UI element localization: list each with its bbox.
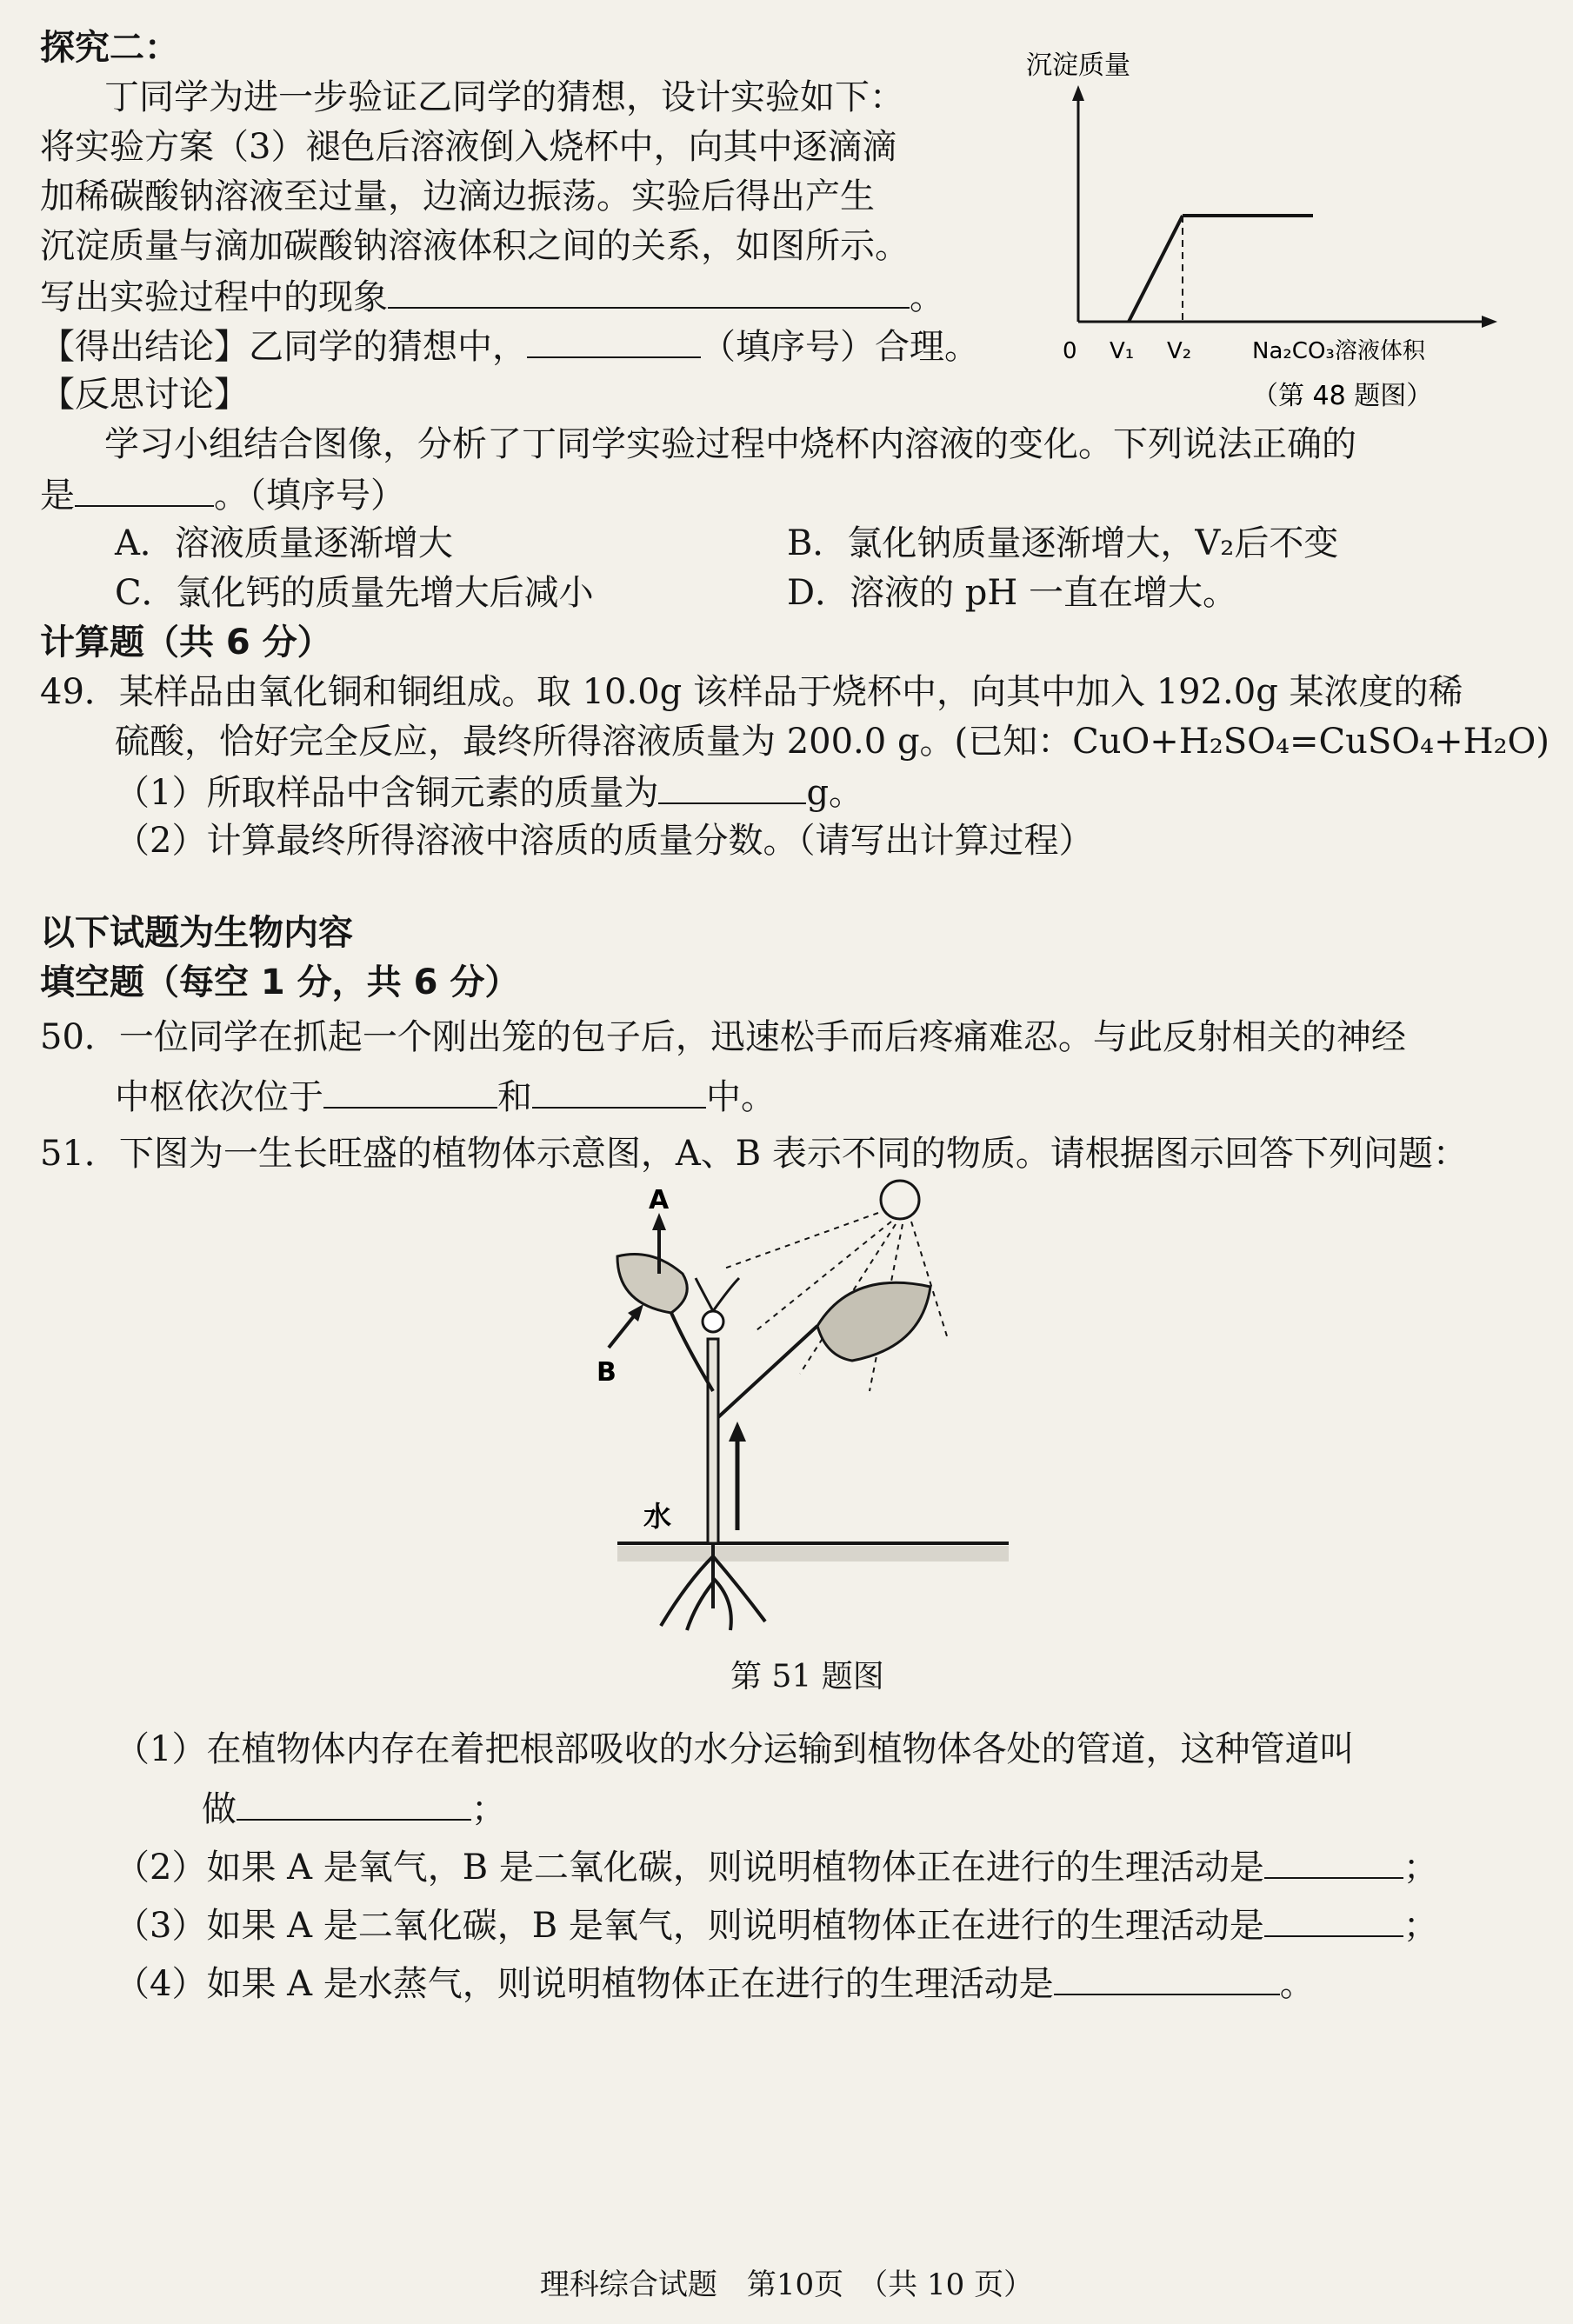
sun-icon bbox=[881, 1181, 919, 1219]
graph48-v1: V₁ bbox=[1110, 338, 1135, 364]
reflection-suffix: 。（填序号） bbox=[214, 476, 405, 516]
graph48-x-arrow bbox=[1482, 316, 1497, 328]
figure-48-graph bbox=[1017, 35, 1556, 417]
explore2-line-2: 将实验方案（3）褪色后溶液倒入烧杯中，向其中逐滴滴 bbox=[40, 127, 897, 167]
q51-part-3 bbox=[115, 1901, 1438, 1949]
soil bbox=[617, 1546, 1009, 1562]
q51-p2-blank[interactable] bbox=[1264, 1842, 1403, 1879]
q50-line-1: 50．一位同学在抓起一个刚出笼的包子后，迅速松手而后疼痛难忍。与此反射相关的神经 bbox=[40, 1017, 1406, 1057]
q50-suffix: 中。 bbox=[706, 1077, 776, 1117]
phenomenon-suffix: 。 bbox=[910, 277, 944, 317]
option-d: D．溶液的 pH 一直在增大。 bbox=[787, 573, 1237, 613]
reflection-line-1: 学习小组结合图像，分析了丁同学实验过程中烧杯内溶液的变化。下列说法正确的 bbox=[104, 424, 1356, 464]
q50-blank-1[interactable] bbox=[323, 1072, 497, 1109]
graph48-v2: V₂ bbox=[1167, 338, 1192, 364]
option-b: B．氯化钠质量逐渐增大，V₂后不变 bbox=[787, 523, 1339, 563]
label-b: B bbox=[597, 1357, 617, 1388]
graph48-origin: 0 bbox=[1063, 338, 1077, 364]
conclusion-prefix: 【得出结论】乙同学的猜想中， bbox=[40, 327, 527, 367]
q51-p3-prefix: （3）如果 A 是二氧化碳，B 是氧气，则说明植物体正在进行的生理活动是 bbox=[115, 1906, 1264, 1946]
q50-prefix: 中枢依次位于 bbox=[115, 1077, 323, 1117]
graph48-y-arrow bbox=[1072, 85, 1084, 101]
q51-p2-suffix: ； bbox=[1403, 1848, 1438, 1888]
calc-heading: 计算题（共 6 分） bbox=[40, 623, 332, 663]
q51-p3-suffix: ； bbox=[1403, 1906, 1438, 1946]
explore2-heading: 探究二： bbox=[40, 28, 179, 68]
figure-51-plant bbox=[591, 1174, 1043, 1635]
arrow-a-head bbox=[652, 1213, 666, 1230]
conclusion-line bbox=[40, 322, 979, 370]
q51-p2-prefix: （2）如果 A 是氧气，B 是二氧化碳，则说明植物体正在进行的生理活动是 bbox=[115, 1848, 1264, 1888]
reflection-blank[interactable] bbox=[75, 470, 214, 507]
q51-p4-blank[interactable] bbox=[1054, 1959, 1280, 1995]
page-footer: 理科综合试题 第10页 （共 10 页） bbox=[539, 2267, 1034, 2302]
reflection-heading: 【反思讨论】 bbox=[40, 375, 249, 415]
q49-p1-prefix: （1）所取样品中含铜元素的质量为 bbox=[115, 773, 659, 813]
arrow-water-head bbox=[729, 1422, 746, 1442]
phenomenon-line bbox=[40, 272, 944, 321]
graph48-x-label: Na₂CO₃溶液体积 bbox=[1252, 338, 1425, 364]
q51-p4-suffix: 。 bbox=[1279, 1964, 1315, 2004]
leaf-right bbox=[817, 1282, 930, 1361]
top-leaves bbox=[696, 1278, 739, 1311]
q49-part-1 bbox=[115, 768, 863, 816]
q51-p1-prefix: 做 bbox=[202, 1789, 237, 1829]
q51-part-1-line-2 bbox=[202, 1784, 506, 1833]
q51-part-4 bbox=[115, 1959, 1315, 2008]
reflection-line-2 bbox=[40, 470, 405, 519]
q51-part-1-line-1: （1）在植物体内存在着把根部吸收的水分运输到植物体各处的管道，这种管道叫 bbox=[115, 1729, 1355, 1769]
option-a: A．溶液质量逐渐增大 bbox=[115, 523, 453, 563]
arrow-b bbox=[609, 1313, 637, 1348]
reflection-prefix: 是 bbox=[40, 476, 75, 516]
branch-right bbox=[718, 1326, 817, 1417]
q49-p1-blank[interactable] bbox=[658, 768, 806, 804]
graph48-y-label: 沉淀质量 bbox=[1026, 50, 1130, 81]
q49-part-2: （2）计算最终所得溶液中溶质的质量分数。（请写出计算过程） bbox=[115, 821, 1094, 861]
conclusion-blank[interactable] bbox=[527, 322, 701, 358]
label-water: 水 bbox=[643, 1500, 672, 1533]
q51-p4-prefix: （4）如果 A 是水蒸气，则说明植物体正在进行的生理活动是 bbox=[115, 1964, 1054, 2004]
q51-p1-blank[interactable] bbox=[237, 1784, 471, 1821]
leaf-left bbox=[617, 1255, 687, 1314]
stem bbox=[708, 1339, 718, 1543]
q50-mid: 和 bbox=[497, 1077, 532, 1117]
explore2-line-1: 丁同学为进一步验证乙同学的猜想，设计实验如下： bbox=[104, 77, 904, 117]
q49-p1-suffix: g。 bbox=[806, 773, 864, 813]
q50-line-2 bbox=[115, 1072, 776, 1121]
graph48-caption: （第 48 题图） bbox=[1252, 381, 1433, 411]
bud bbox=[703, 1311, 723, 1332]
label-a: A bbox=[649, 1185, 670, 1215]
conclusion-suffix: （填序号）合理。 bbox=[701, 327, 979, 367]
q50-blank-2[interactable] bbox=[532, 1072, 706, 1109]
phenomenon-prefix: 写出实验过程中的现象 bbox=[40, 277, 388, 317]
q49-line-2: 硫酸，恰好完全反应，最终所得溶液质量为 200.0 g。(已知：CuO+H₂SO₄=CuSO₄+H₂O) bbox=[115, 722, 1550, 762]
q51-line: 51．下图为一生长旺盛的植物体示意图，A、B 表示不同的物质。请根据图示回答下列问题： bbox=[40, 1134, 1468, 1174]
q49-line-1: 49．某样品由氧化铜和铜组成。取 10.0g 该样品于烧杯中，向其中加入 192.0g 某浓度的稀 bbox=[40, 672, 1463, 712]
explore2-line-4: 沉淀质量与滴加碳酸钠溶液体积之间的关系，如图所示。 bbox=[40, 226, 910, 266]
bio-heading: 以下试题为生物内容 bbox=[40, 913, 353, 953]
option-c: C．氯化钙的质量先增大后减小 bbox=[115, 573, 594, 613]
phenomenon-blank[interactable] bbox=[388, 272, 910, 309]
q51-p1-suffix: ； bbox=[471, 1789, 506, 1829]
q51-part-2 bbox=[115, 1842, 1438, 1891]
explore2-line-3: 加稀碳酸钠溶液至过量，边滴边振荡。实验后得出产生 bbox=[40, 176, 875, 216]
figure-51-caption: 第 51 题图 bbox=[730, 1659, 884, 1695]
graph48-rising-line bbox=[1129, 216, 1183, 322]
bio-fill-heading: 填空题（每空 1 分，共 6 分） bbox=[40, 962, 520, 1002]
q51-p3-blank[interactable] bbox=[1264, 1901, 1403, 1937]
